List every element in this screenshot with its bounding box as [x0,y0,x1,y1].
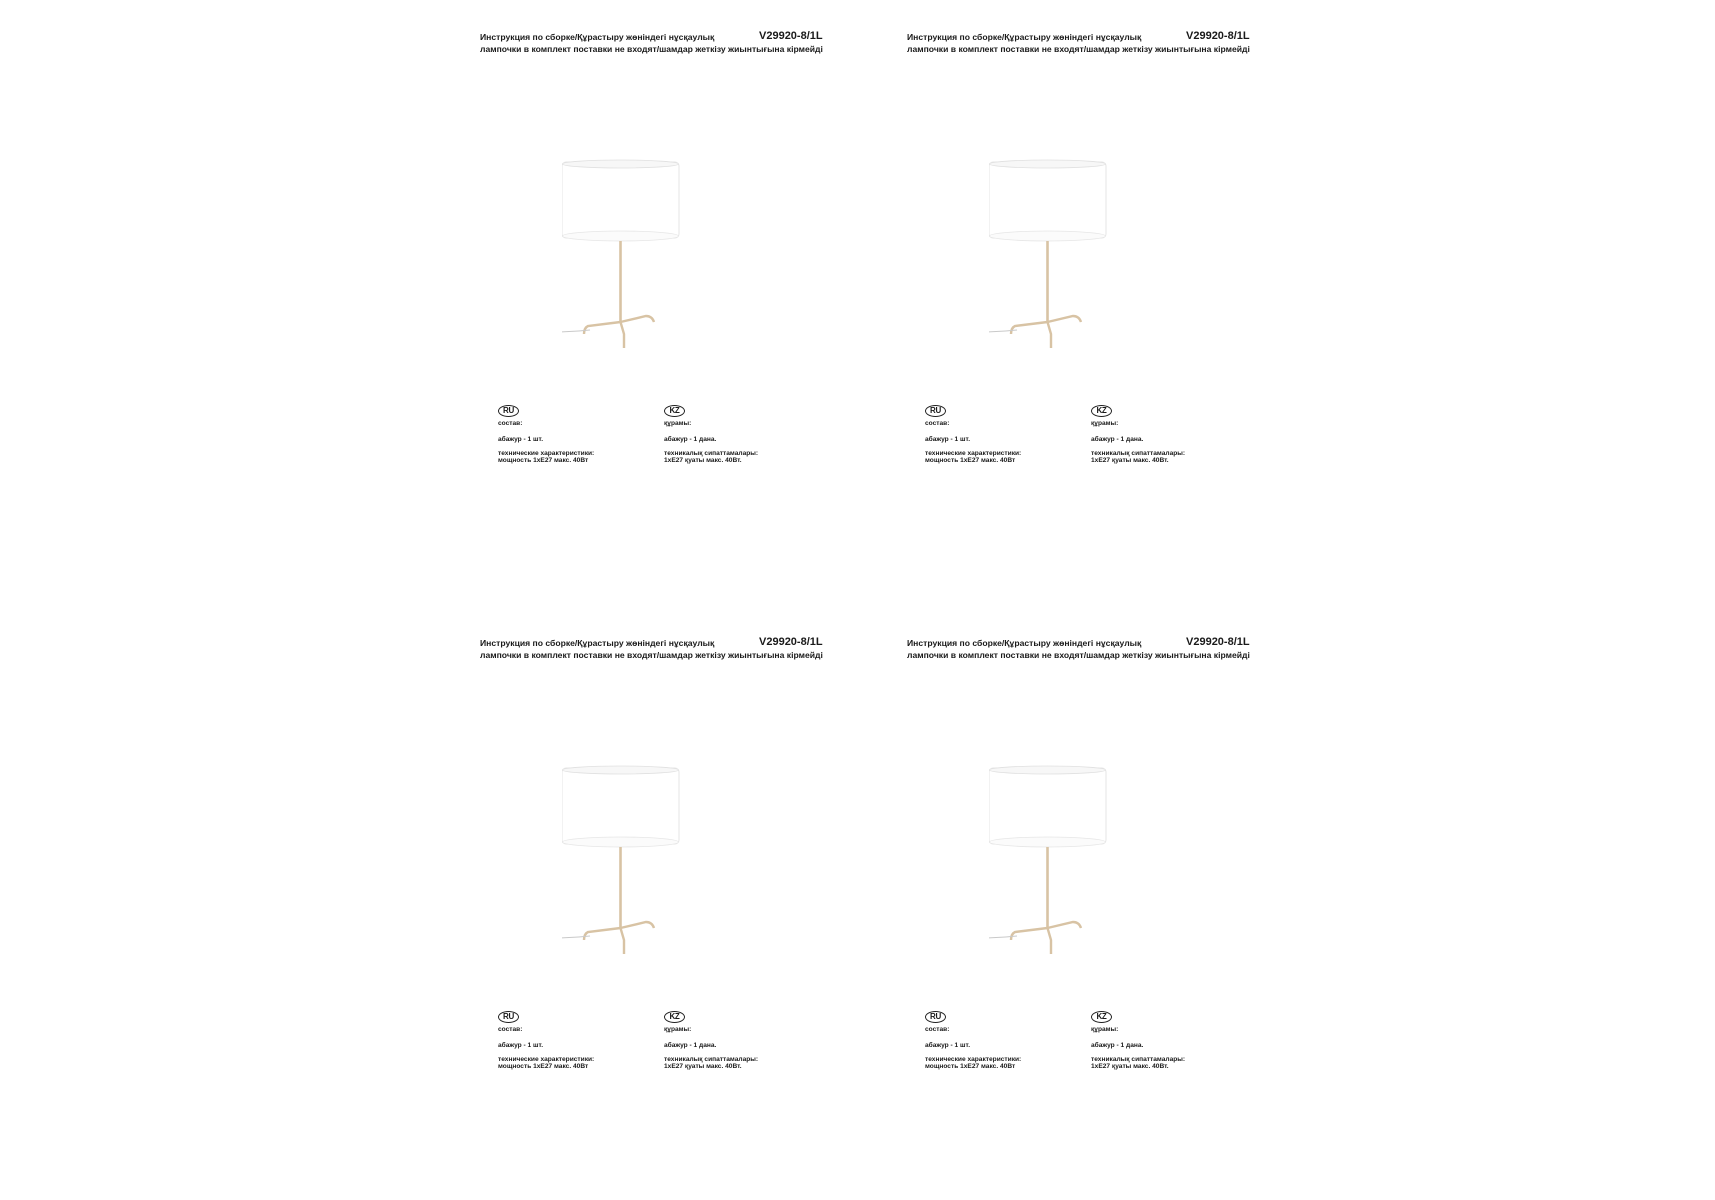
kz-badge: KZ [664,405,685,417]
lampshade [989,162,1106,238]
ru-contents-label: состав: [498,1026,523,1033]
lamp-cable [989,936,1017,938]
header-title: Инструкция по сборке/Құрастыру жөніндегі нұсқаулық [907,32,1142,42]
lamp-illustration [562,122,722,362]
ru-specs-value: мощность 1xE27 макс. 40Вт [498,457,589,464]
kz-contents-label: құрамы: [1091,1026,1119,1033]
ru-contents-label: состав: [498,420,523,427]
kz-contents-label: құрамы: [664,1026,692,1033]
ru-section [498,1006,658,1070]
header-title: Инструкция по сборке/Құрастыру жөніндегі нұсқаулық [907,638,1142,648]
ru-contents-label: состав: [925,1026,950,1033]
lamp-illustration [989,728,1149,968]
kz-badge: KZ [664,1011,685,1023]
ru-specs-value: мощность 1xE27 макс. 40Вт [925,457,1016,464]
lamp-tripod [1011,316,1081,348]
lamp-illustration [562,728,722,968]
model-code: V29920-8/1L [1186,636,1250,648]
lamp-cable [562,330,590,332]
kz-badge: KZ [1091,1011,1112,1023]
ru-badge: RU [925,1011,946,1023]
header-title: Инструкция по сборке/Құрастыру жөніндегі нұсқаулық [480,32,715,42]
kz-contents-label: құрамы: [1091,420,1119,427]
instruction-sheet-top-right [907,32,1267,572]
kz-specs-label: техникалық сипаттамалары: [1091,1056,1186,1063]
ru-specs-label: технические характеристики: [925,1056,1022,1063]
lamp-illustration [989,122,1149,362]
lampshade [989,768,1106,844]
model-code: V29920-8/1L [1186,30,1250,42]
ru-section [498,400,658,464]
instruction-sheet-bottom-left [480,638,840,1178]
kz-section [1091,400,1251,464]
ru-section [925,400,1085,464]
bulbs-note: лампочки в комплект поставки не входят/шамдар жеткізу жиынтығына кірмейді [907,650,1250,660]
ru-contents-label: состав: [925,420,950,427]
kz-section [664,1006,824,1070]
ru-item: абажур - 1 шт. [925,436,971,443]
lampshade [562,162,679,238]
bulbs-note: лампочки в комплект поставки не входят/шамдар жеткізу жиынтығына кірмейді [480,650,823,660]
ru-badge: RU [925,405,946,417]
kz-badge: KZ [1091,405,1112,417]
kz-item: абажур - 1 дана. [664,436,717,443]
bulbs-note: лампочки в комплект поставки не входят/шамдар жеткізу жиынтығына кірмейді [480,44,823,54]
ru-specs-label: технические характеристики: [925,450,1022,457]
kz-specs-label: техникалық сипаттамалары: [1091,450,1186,457]
lamp-cable [989,330,1017,332]
bulbs-note: лампочки в комплект поставки не входят/шамдар жеткізу жиынтығына кірмейді [907,44,1250,54]
kz-specs-value: 1xE27 қуаты макс. 40Вт. [664,1063,742,1070]
kz-contents-label: құрамы: [664,420,692,427]
header-title: Инструкция по сборке/Құрастыру жөніндегі нұсқаулық [480,638,715,648]
kz-item: абажур - 1 дана. [1091,436,1144,443]
ru-item: абажур - 1 шт. [498,1042,544,1049]
ru-specs-value: мощность 1xE27 макс. 40Вт [498,1063,589,1070]
kz-item: абажур - 1 дана. [664,1042,717,1049]
lamp-cable [562,936,590,938]
lampshade [562,768,679,844]
ru-section [925,1006,1085,1070]
kz-specs-label: техникалық сипаттамалары: [664,450,759,457]
ru-badge: RU [498,1011,519,1023]
lamp-tripod [584,922,654,954]
ru-badge: RU [498,405,519,417]
lamp-tripod [584,316,654,348]
ru-specs-label: технические характеристики: [498,450,595,457]
kz-specs-value: 1xE27 қуаты макс. 40Вт. [1091,457,1169,464]
model-code: V29920-8/1L [759,30,823,42]
model-code: V29920-8/1L [759,636,823,648]
lamp-tripod [1011,922,1081,954]
instruction-sheet-bottom-right [907,638,1267,1178]
kz-item: абажур - 1 дана. [1091,1042,1144,1049]
kz-section [1091,1006,1251,1070]
ru-specs-value: мощность 1xE27 макс. 40Вт [925,1063,1016,1070]
ru-item: абажур - 1 шт. [925,1042,971,1049]
kz-section [664,400,824,464]
instruction-sheet-top-left [480,32,840,572]
ru-specs-label: технические характеристики: [498,1056,595,1063]
kz-specs-value: 1xE27 қуаты макс. 40Вт. [1091,1063,1169,1070]
ru-item: абажур - 1 шт. [498,436,544,443]
kz-specs-label: техникалық сипаттамалары: [664,1056,759,1063]
kz-specs-value: 1xE27 қуаты макс. 40Вт. [664,457,742,464]
